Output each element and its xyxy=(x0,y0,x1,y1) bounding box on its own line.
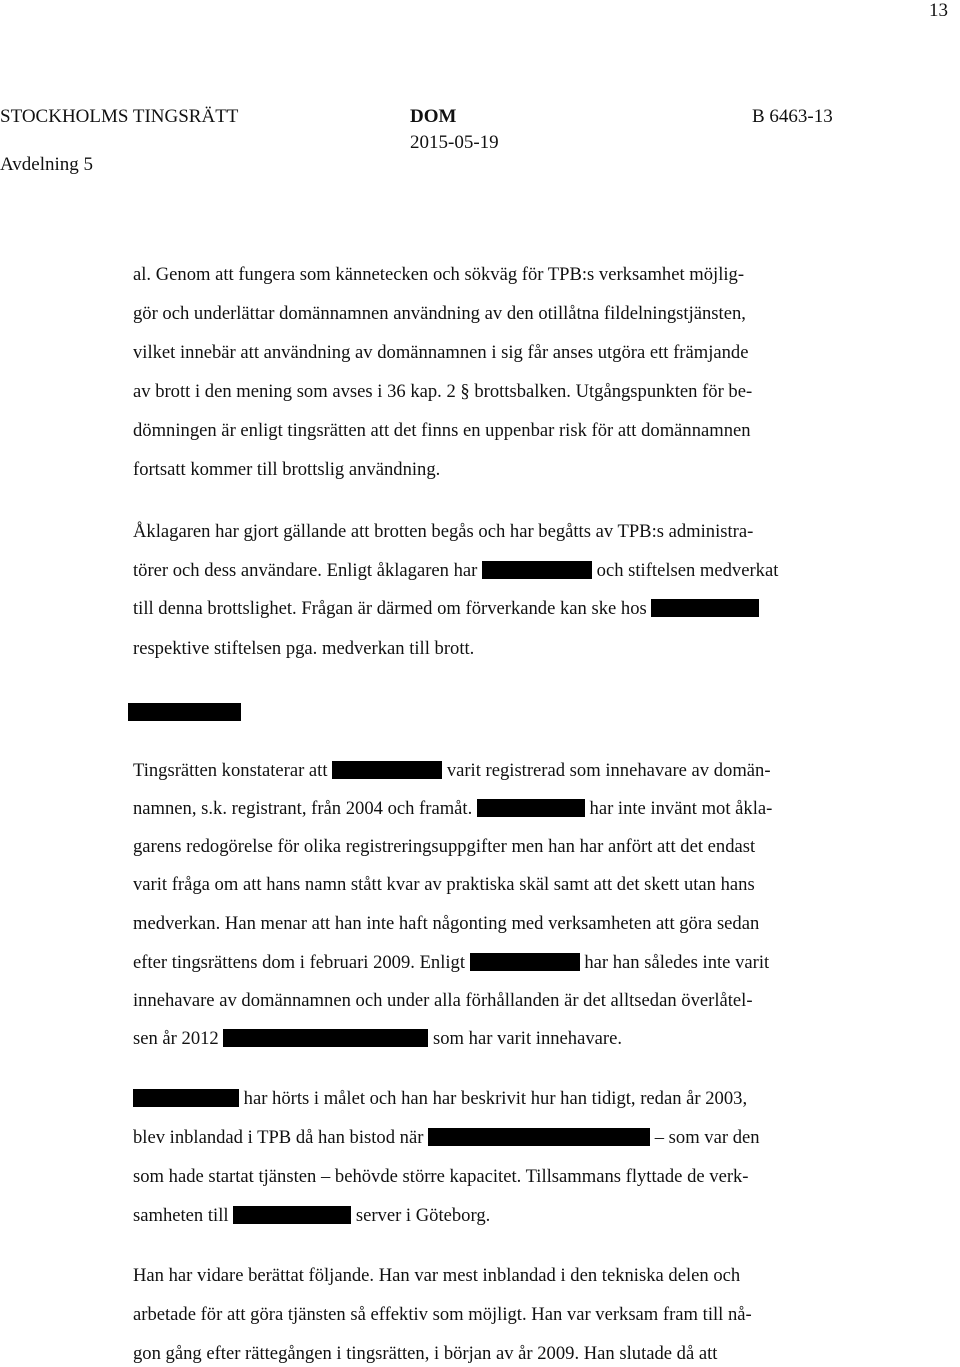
paragraph-1-line-5: dömningen är enligt tingsrätten att det finns en uppenbar risk för att domännamnen xyxy=(133,420,751,441)
text-segment: efter tingsrättens dom i februari 2009. Enligt xyxy=(133,952,470,973)
text-segment: och stiftelsen medverkat xyxy=(592,560,779,581)
page-number: 13 xyxy=(929,0,948,21)
paragraph-4-line-4 xyxy=(133,1204,490,1228)
paragraph-3-line-7: innehavare av domännamnen och under alla förhållanden är det alltsedan överlåtel- xyxy=(133,990,753,1011)
paragraph-3-line-6 xyxy=(133,951,769,975)
paragraph-2-line-1: Åklagaren har gjort gällande att brotten begås och har begåtts av TPB:s administra- xyxy=(133,521,754,542)
text-segment: av brott i den mening som avses i 36 kap. 2 xyxy=(133,381,461,402)
text-segment: blev inblandad i TPB då han bistod när xyxy=(133,1127,429,1148)
text-segment: som har varit innehavare. xyxy=(428,1028,622,1049)
redaction-box xyxy=(477,799,585,817)
text-segment: har inte invänt mot åkla- xyxy=(584,798,773,819)
redaction-box xyxy=(482,561,592,579)
text-segment: sen år 2012 xyxy=(133,1028,224,1049)
redaction-box xyxy=(133,1089,239,1107)
paragraph-5-line-2: arbetade för att göra tjänsten så effektiv som möjligt. Han var verksam fram till nå- xyxy=(133,1304,752,1325)
redaction-box xyxy=(233,1206,351,1224)
paragraph-3-line-3: garens redogörelse för olika registreringsuppgifter men han har anfört att det endast xyxy=(133,836,756,857)
text-segment: brottsbalken. Utgångspunkten för be- xyxy=(469,381,753,402)
paragraph-3-line-1 xyxy=(133,759,771,783)
redaction-box xyxy=(428,1128,650,1146)
paragraph-4-line-2 xyxy=(133,1126,760,1150)
paragraph-3-line-8 xyxy=(133,1027,622,1051)
paragraph-3-line-5: medverkan. Han menar att han inte haft någonting med verksamheten att göra sedan xyxy=(133,913,760,934)
text-segment: har han således inte varit xyxy=(579,952,770,973)
redaction-box xyxy=(651,599,759,617)
division: Avdelning 5 xyxy=(0,154,94,175)
document-date: 2015-05-19 xyxy=(410,132,499,153)
court-name: STOCKHOLMS TINGSRÄTT xyxy=(0,106,239,127)
section-symbol: § xyxy=(460,381,470,402)
redaction-box xyxy=(332,761,442,779)
paragraph-5-line-3: gon gång efter rättegången i tingsrätten, i början av år 2009. Han slutade då att xyxy=(133,1343,718,1364)
case-number: B 6463-13 xyxy=(752,106,833,127)
text-segment: server i Göteborg. xyxy=(351,1205,491,1226)
text-segment: samheten till xyxy=(133,1205,234,1226)
document-type: DOM xyxy=(410,106,457,127)
paragraph-2-line-2 xyxy=(133,559,778,583)
paragraph-3-line-2 xyxy=(133,797,772,821)
text-segment: varit registrerad som innehavare av domän- xyxy=(442,760,771,781)
text-segment: – som var den xyxy=(650,1127,760,1148)
paragraph-1-line-6: fortsatt kommer till brottslig användning. xyxy=(133,459,441,480)
paragraph-1-line-3: vilket innebär att användning av domännamnen i sig får anses utgöra ett främjande xyxy=(133,342,749,363)
text-segment: har hörts i målet och han har beskrivit hur han tidigt, redan år 2003, xyxy=(239,1088,748,1109)
paragraph-2-line-4: respektive stiftelsen pga. medverkan till brott. xyxy=(133,638,475,659)
paragraph-1-line-2: gör och underlättar domännamnen användning av den otillåtna fildelningstjänsten, xyxy=(133,303,746,324)
paragraph-1-line-1: al. Genom att fungera som kännetecken och sökväg för TPB:s verksamhet möjlig- xyxy=(133,264,745,285)
text-segment: till denna brottslighet. Frågan är därmed om förverkande kan ske hos xyxy=(133,598,652,619)
paragraph-1-line-4 xyxy=(133,380,752,404)
text-segment: namnen, s.k. registrant, från 2004 och framåt. xyxy=(133,798,477,819)
redaction-box xyxy=(223,1029,428,1047)
text-segment: Tingsrätten konstaterar att xyxy=(133,760,333,781)
paragraph-4-line-1 xyxy=(133,1087,747,1111)
redaction-box xyxy=(470,953,580,971)
paragraph-4-line-3: som hade startat tjänsten – behövde större kapacitet. Tillsammans flyttade de verk- xyxy=(133,1166,749,1187)
paragraph-5-line-1: Han har vidare berättat följande. Han var mest inblandad i den tekniska delen och xyxy=(133,1265,741,1286)
paragraph-3-line-4: varit fråga om att hans namn stått kvar av praktiska skäl samt att det skett utan hans xyxy=(133,874,755,895)
text-segment: törer och dess användare. Enligt åklagaren har xyxy=(133,560,482,581)
paragraph-2-line-3 xyxy=(133,597,759,621)
redacted-heading xyxy=(128,703,241,721)
